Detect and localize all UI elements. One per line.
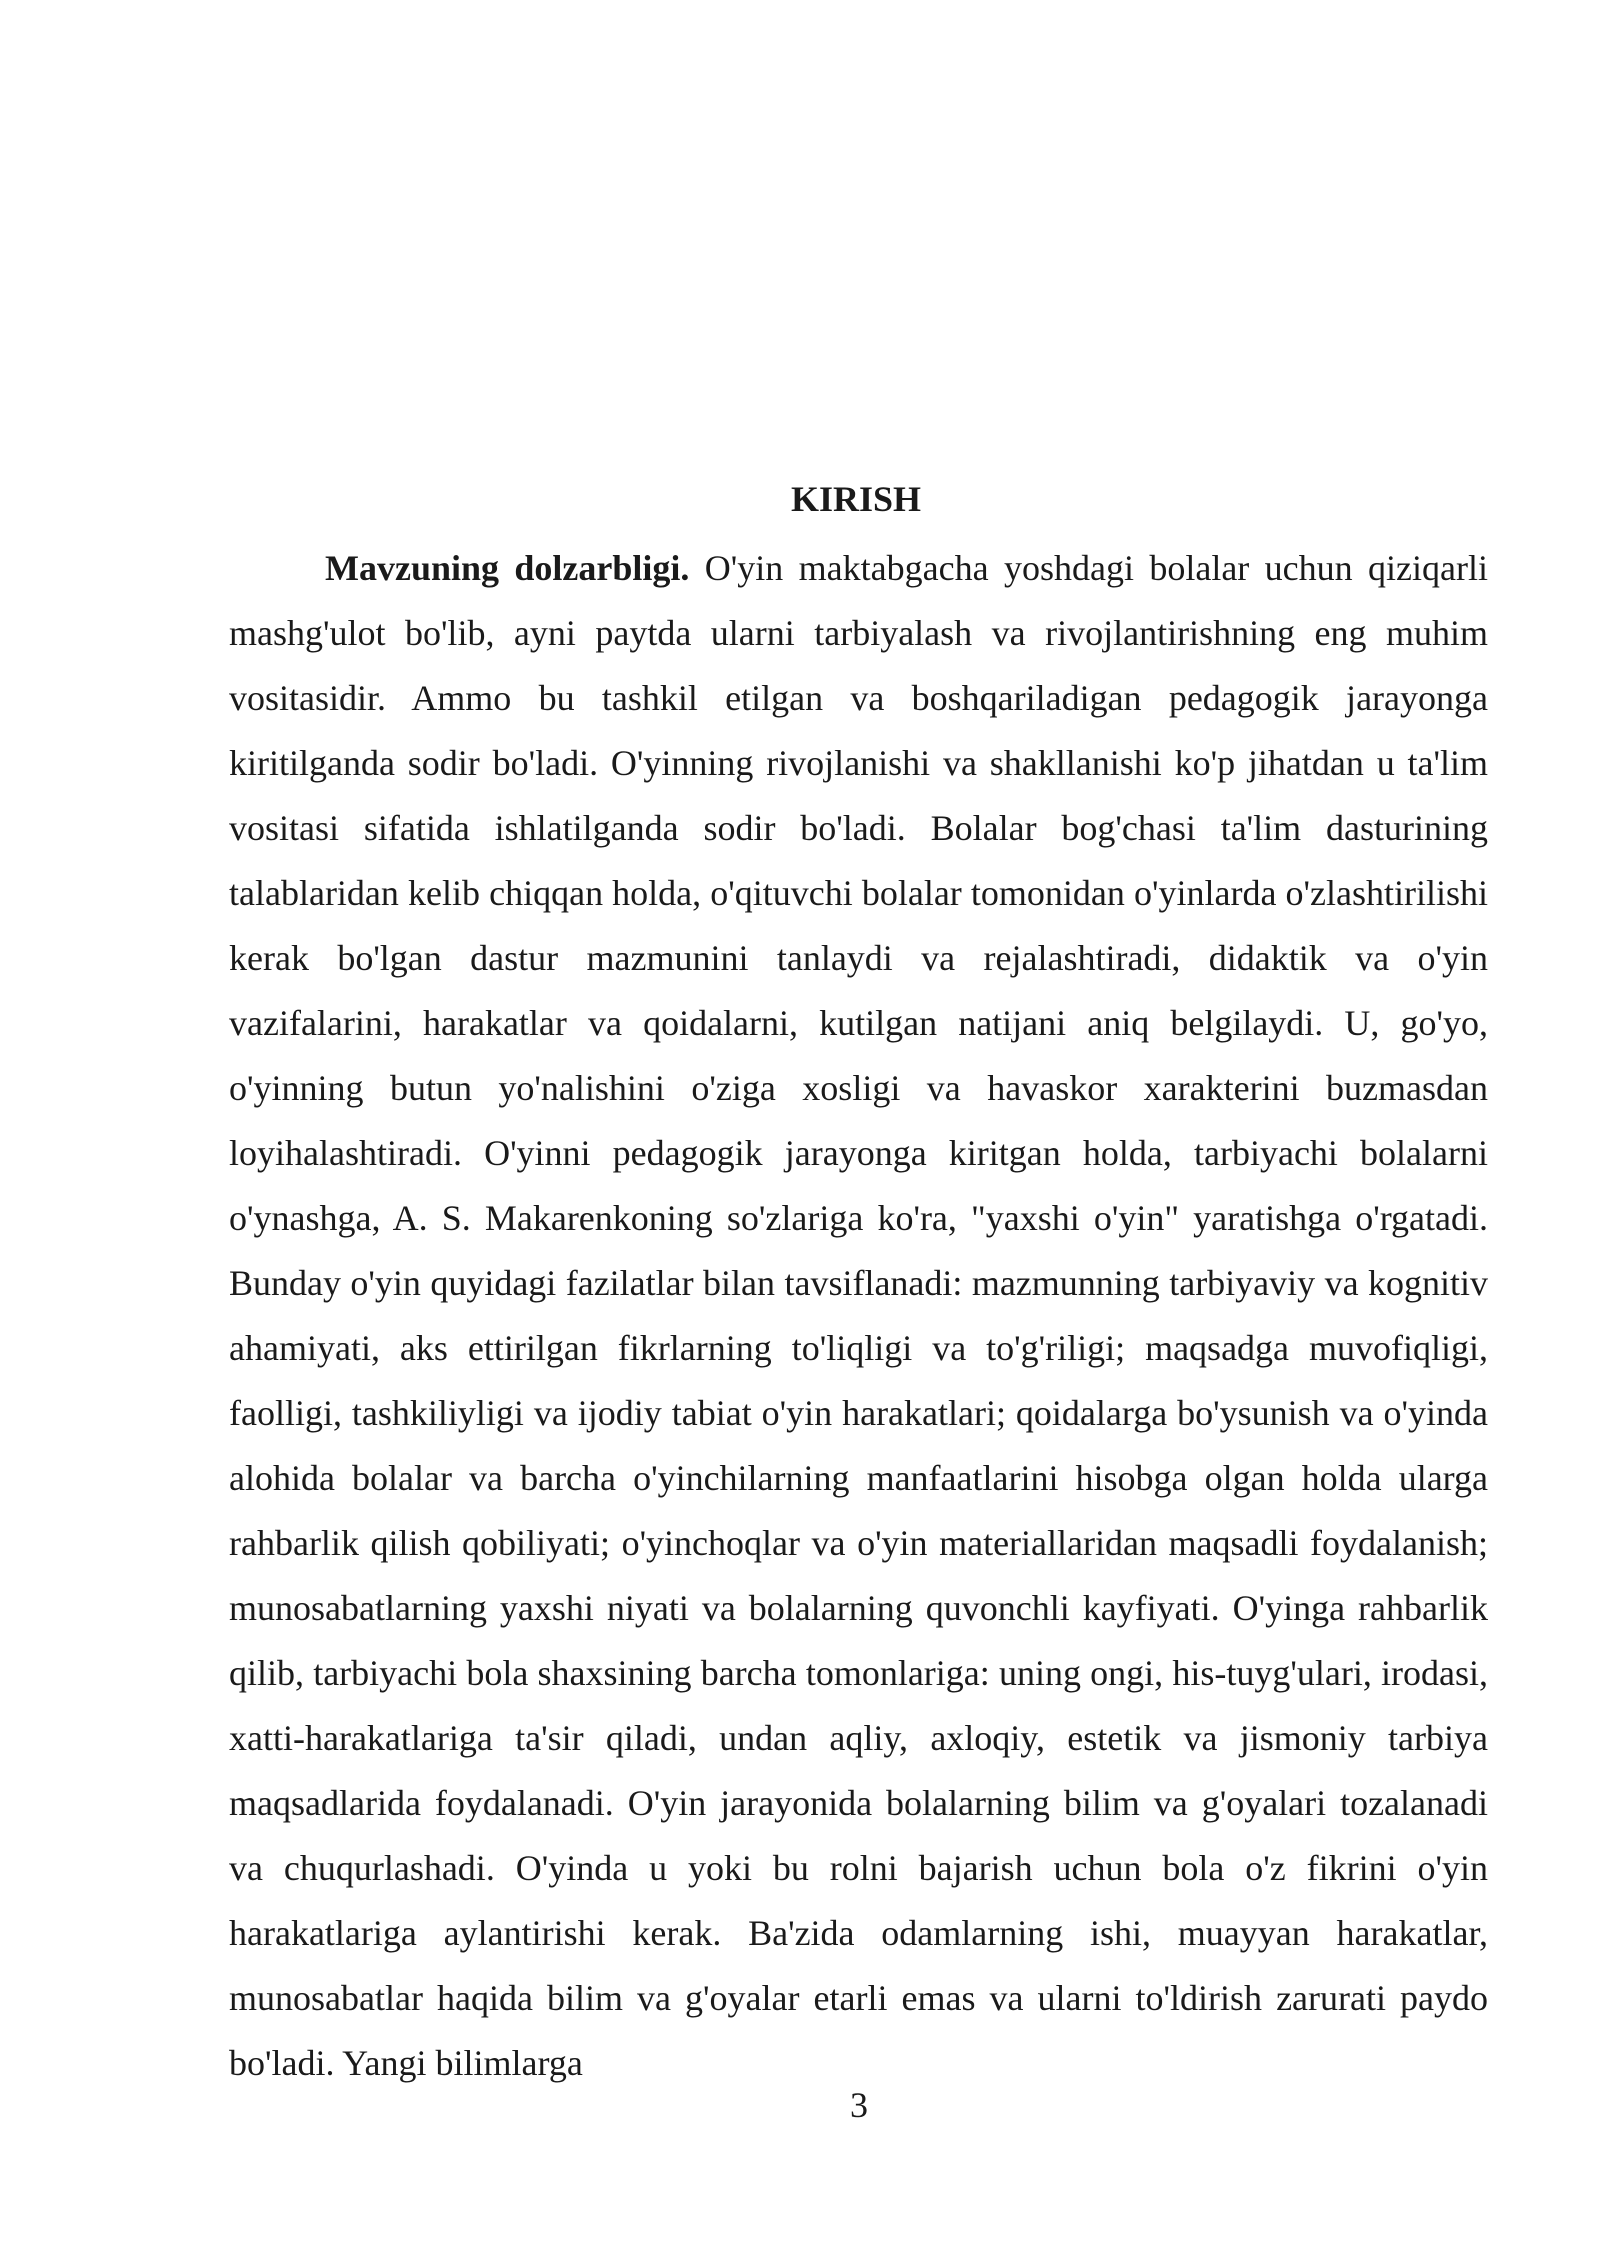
section-heading: KIRISH [790,479,922,519]
page-number: 3 [850,2085,868,2125]
body-paragraph [229,536,1488,2096]
paragraph-text: O'yin maktabgacha yoshdagi bolalar uchun qiziqarli mashg'ulot bo'lib, ayni paytda ularni tarbiyalash va rivojlantirishning eng muhim vositasidir. Ammo bu tashkil etilgan va boshqariladigan pedagogik jarayonga kiritilganda sodir bo'ladi. O'yinning rivojlanishi va shakllanishi ko'p jihatdan u ta'lim vositasi sifatida ishlatilganda sodir bo'ladi. Bolalar bog'chasi ta'lim dasturining talablaridan kelib chiqqan holda, o'qituvchi bolalar tomonidan o'yinlarda o'zlashtirilishi kerak bo'lgan dastur mazmunini tanlaydi va rejalashtiradi, didaktik va o'yin vazifalarini, harakatlar va qoidalarni, kutilgan natijani aniq belgilaydi. U, go'yo, o'yinning butun yo'nalishini o'ziga xosligi va havaskor xarakterini buzmasdan loyihalashtiradi. O'yinni pedagogik jarayonga kiritgan holda, tarbiyachi bolalarni o'ynashga, A. S. Makarenkoning so'zlariga ko'ra, "yaxshi o'yin" yaratishga o'rgatadi. Bunday o'yin quyidagi fazilatlar bilan tavsiflanadi: mazmunning tarbiyaviy va kognitiv ahamiyati, aks ettirilgan fikrlarning to'liqligi va to'g'riligi; maqsadga muvofiqligi, faolligi, tashkiliyligi va ijodiy tabiat o'yin harakatlari; qoidalarga bo'ysunish va o'yinda alohida bolalar va barcha o'yinchilarning manfaatlarini hisobga olgan holda ularga rahbarlik qilish qobiliyati; o'yinchoqlar va o'yin materiallaridan maqsadli foydalanish; munosabatlarning yaxshi niyati va bolalarning quvonchli kayfiyati. O'yinga rahbarlik qilib, tarbiyachi bola shaxsining barcha tomonlariga: uning ongi, his-tuyg'ulari, irodasi, xatti-harakatlariga ta'sir qiladi, undan aqliy, axloqiy, estetik va jismoniy tarbiya maqsadlarida foydalanadi. O'yin jarayonida bolalarning bilim va g'oyalari tozalanadi va chuqurlashadi. O'yinda u yoki bu rolni bajarish uchun bola o'z fikrini o'yin harakatlariga aylantirishi kerak. Ba'zida odamlarning ishi, muayyan harakatlar, munosabatlar haqida bilim va g'oyalar etarli emas va ularni to'ldirish zarurati paydo bo'ladi. Yangi bilimlarga [229,548,1488,2083]
paragraph-lead: Mavzuning dolzarbligi. [325,548,690,588]
